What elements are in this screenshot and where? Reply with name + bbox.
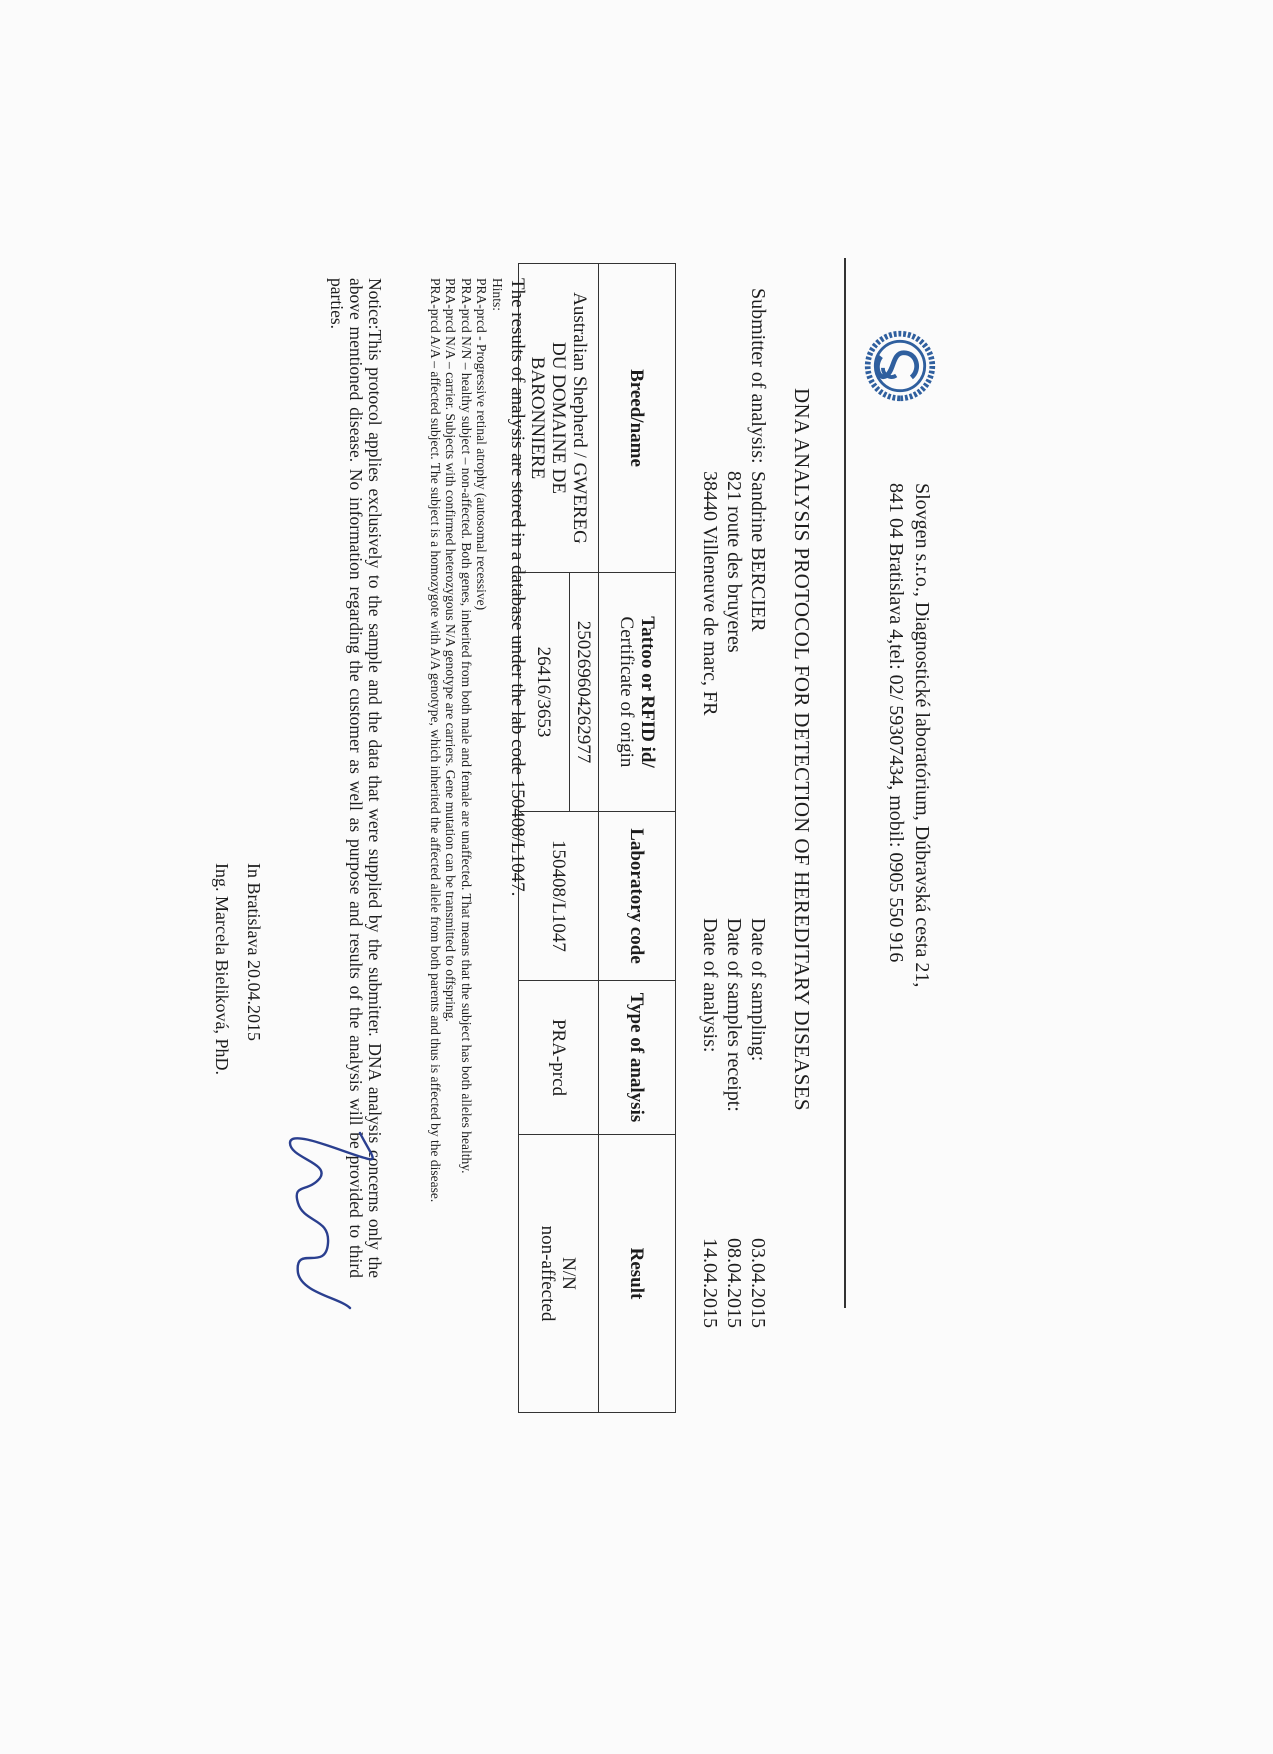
header-tattoo-line1: Tattoo or RFID id/ [637, 616, 658, 768]
header-type: Type of analysis [599, 981, 676, 1135]
cell-result [519, 1135, 599, 1413]
signoff-signer: Ing. Marcela Bieliková, PhD. [212, 863, 232, 1075]
hints-block [428, 278, 506, 1278]
header-rule [844, 258, 846, 1308]
signoff-place-date: In Bratislava 20.04.2015 [244, 863, 264, 1041]
cell-breed [519, 264, 599, 573]
cell-type: PRA-prcd [519, 981, 599, 1135]
hint-line-1: PRA-prcd - Progressive retinal atrophy (autosomal recessive) [474, 278, 490, 611]
cell-certificate: 26416/3653 [519, 573, 570, 812]
hint-line-4: PRA-prcd A/A – affected subject. The subject is a homozygote with A/A genotype, which inherited the affected allele from both parents and thus is affected by the disease. [428, 278, 443, 1203]
header-tattoo [599, 573, 676, 812]
result-line2: non-affected [537, 1225, 559, 1322]
hint-line-3: PRA-prcd N/A – carrier. Subjects with confirmed heterozygous N/A genotype are carriers. Gene mutation can be transmitted to offspring. [443, 278, 459, 1022]
hints-label: Hints: [490, 278, 505, 312]
hint-line-2: PRA-prcd N/N – healthy subject – non-affected. Both genes, inherited from both male and female are unaffected. That means that the subject has both alleles healthy. [459, 278, 474, 1174]
breed-line2: DU DOMAINE DE [548, 342, 569, 494]
breed-line3: BARONNIERE [527, 356, 548, 480]
rotated-document [212, 278, 950, 1463]
date-analysis-value: 14.04.2015 [699, 1238, 721, 1328]
submitter-street: 821 route des bruyeres [723, 471, 745, 653]
header-tattoo-line2: Certificate of origin [616, 616, 637, 768]
table-header-row [599, 264, 676, 1413]
date-receipt-value: 08.04.2015 [723, 1238, 745, 1328]
header-breed: Breed/name [599, 264, 676, 573]
date-sampling-value: 03.04.2015 [747, 1238, 769, 1328]
company-address-line-2: 841 04 Bratislava 4,tel: 02/ 59307434, mobil: 0905 550 916 [885, 483, 907, 963]
company-address-line-1: Slovgen s.r.o., Diagnostické laboratórium, Dúbravská cesta 21, [911, 483, 933, 988]
date-analysis-label: Date of analysis: [699, 918, 721, 1053]
table-row [570, 264, 599, 1413]
date-sampling-label: Date of sampling: [747, 918, 769, 1062]
handwritten-signature-icon [270, 1123, 390, 1323]
breed-line1: Australian Shepherd / GWEREG [569, 292, 590, 544]
notice-text: Notice:This protocol applies exclusively to the sample and the data that were supplied by the submitter. DNA analysis concerns only the above mentioned disease. No information regarding the customer as well as purpose and results of the analysis will be provided to third parties. [327, 278, 385, 1278]
result-line1: N/N [558, 1257, 580, 1290]
cell-lab-code: 150408/L1047 [519, 812, 599, 981]
header-result: Result [599, 1135, 676, 1413]
header-lab-code: Laboratory code [599, 812, 676, 981]
document-title: DNA ANALYSIS PROTOCOL FOR DETECTION OF HEREDITARY DISEASES [790, 388, 814, 1111]
slovgen-logo-icon [862, 328, 938, 404]
submitter-name: Sandrine BERCIER [747, 471, 769, 632]
submitter-label: Submitter of analysis: [747, 288, 769, 464]
cell-rfid: 250269604262977 [570, 573, 599, 812]
date-receipt-label: Date of samples receipt: [723, 918, 745, 1112]
submitter-city: 38440 Villeneuve de marc, FR [699, 471, 721, 716]
stored-note: The results of analysis are stored in a database under the lab code 150408/L1047. [507, 278, 528, 897]
results-table [518, 263, 676, 1413]
